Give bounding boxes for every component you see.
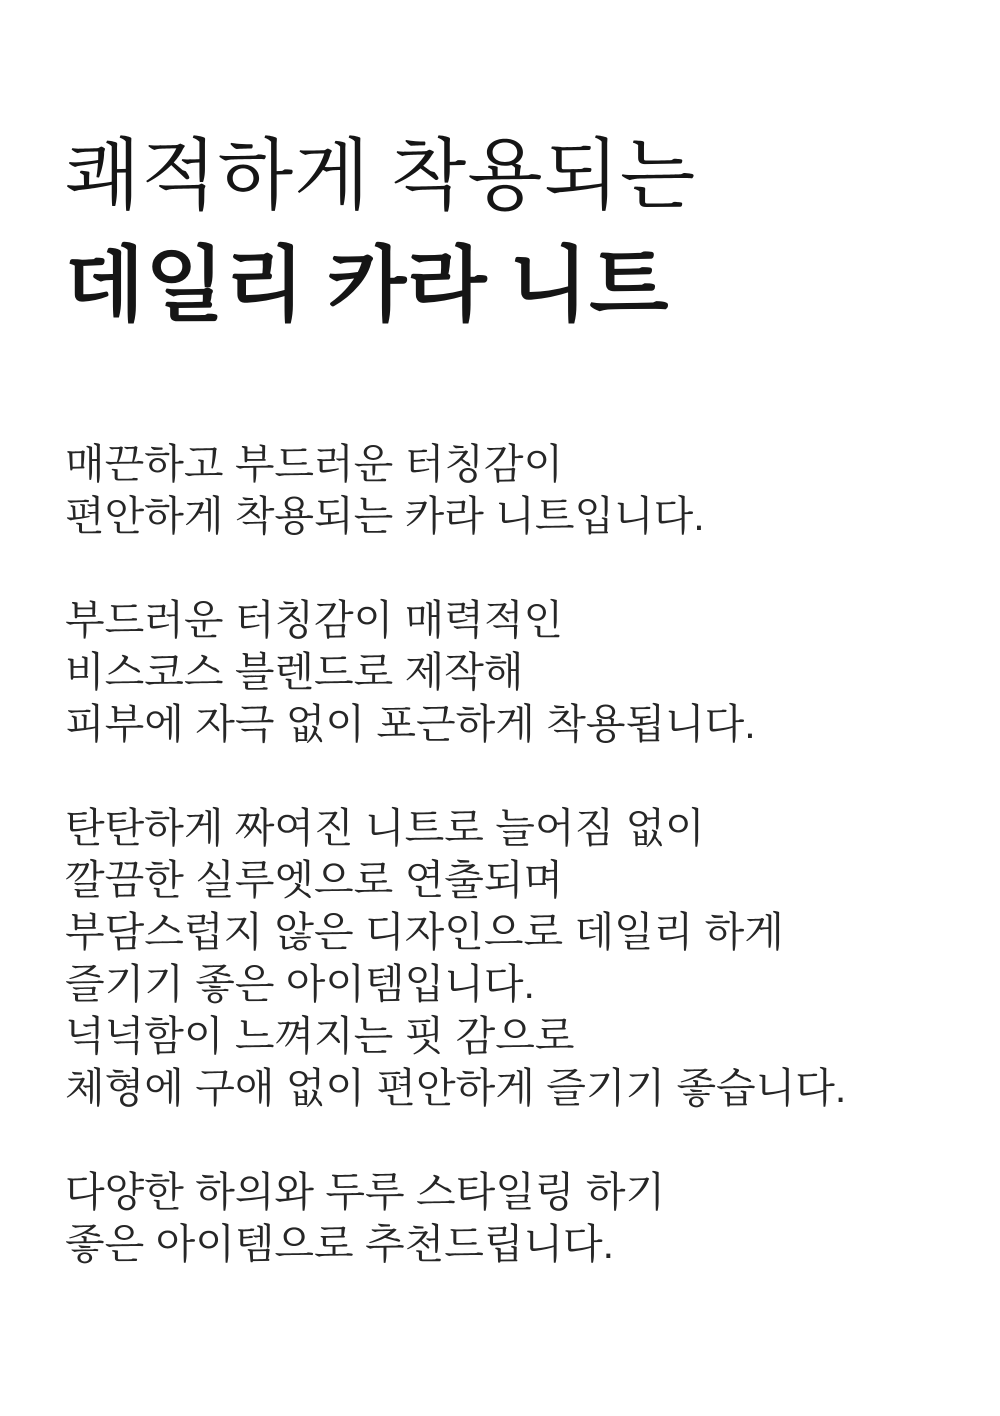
product-title	[65, 122, 940, 342]
text-line: 넉넉함이 느껴지는 핏 감으로	[65, 1013, 575, 1059]
text-line: 비스코스 블렌드로 제작해	[65, 649, 524, 695]
description-paragraph-4	[65, 1166, 940, 1270]
product-title-line-1: 쾌적하게 착용되는	[65, 132, 697, 219]
text-line: 좋은 아이템으로 추천드립니다.	[65, 1221, 615, 1267]
product-title-line-2: 데일리 카라 니트	[65, 240, 670, 331]
text-line: 깔끔한 실루엣으로 연출되며	[65, 857, 564, 903]
description-paragraph-2	[65, 594, 940, 750]
text-line: 편안하게 착용되는 카라 니트입니다.	[65, 493, 705, 539]
text-line: 부드러운 터칭감이 매력적인	[65, 597, 564, 643]
text-line: 체형에 구애 없이 편안하게 즐기기 좋습니다.	[65, 1065, 847, 1111]
text-line: 피부에 자극 없이 포근하게 착용됩니다.	[65, 701, 756, 747]
text-line: 부담스럽지 않은 디자인으로 데일리 하게	[65, 909, 784, 955]
text-line: 즐기기 좋은 아이템입니다.	[65, 961, 535, 1007]
text-line: 매끈하고 부드러운 터칭감이	[65, 441, 564, 487]
text-line: 다양한 하의와 두루 스타일링 하기	[65, 1169, 666, 1215]
description-paragraph-1	[65, 438, 940, 542]
product-description-text	[65, 438, 940, 1270]
description-paragraph-3	[65, 802, 940, 1114]
text-line: 탄탄하게 짜여진 니트로 늘어짐 없이	[65, 805, 705, 851]
